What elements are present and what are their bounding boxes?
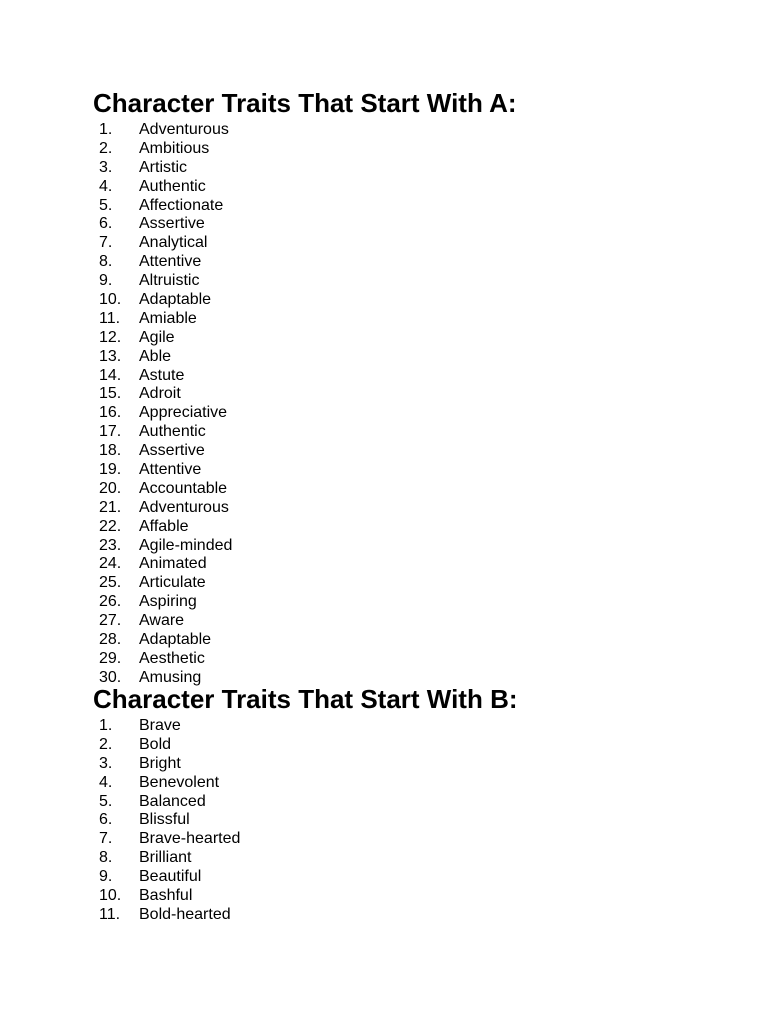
- item-number: 23.: [99, 536, 122, 554]
- section-a-heading: Character Traits That Start With A:: [93, 88, 517, 118]
- trait-label: Affable: [139, 517, 189, 535]
- trait-label: Adaptable: [139, 291, 212, 309]
- item-number: 3.: [99, 158, 113, 176]
- item-number: 10.: [99, 291, 122, 309]
- item-number: 21.: [99, 498, 122, 516]
- list-item: [93, 755, 518, 774]
- trait-label: Adventurous: [139, 498, 229, 516]
- item-number: 22.: [99, 517, 122, 535]
- list-item: [93, 215, 517, 234]
- list-item: [93, 537, 517, 556]
- item-number: 6.: [99, 811, 113, 829]
- section-b: [93, 682, 518, 925]
- item-number: 26.: [99, 593, 122, 611]
- item-number: 8.: [99, 849, 113, 867]
- list-item: [93, 121, 517, 140]
- item-number: 30.: [99, 668, 122, 686]
- item-number: 17.: [99, 423, 122, 441]
- trait-label: Ambitious: [139, 139, 210, 157]
- item-number: 1.: [99, 121, 113, 138]
- list-item: [93, 849, 518, 868]
- list-item: [93, 574, 517, 593]
- item-number: 7.: [99, 830, 113, 848]
- list-item: [93, 811, 518, 830]
- item-number: 15.: [99, 385, 122, 403]
- item-number: 11.: [99, 309, 121, 327]
- list-item: [93, 291, 517, 310]
- trait-label: Amiable: [139, 309, 197, 327]
- item-number: 28.: [99, 631, 122, 649]
- trait-label: Bold: [139, 735, 172, 753]
- item-number: 18.: [99, 442, 122, 460]
- trait-label: Able: [139, 347, 172, 365]
- list-item: [93, 717, 518, 736]
- trait-label: Analytical: [139, 234, 208, 252]
- item-number: 9.: [99, 868, 113, 886]
- item-number: 5.: [99, 196, 113, 214]
- list-item: [93, 593, 517, 612]
- trait-label: Assertive: [139, 215, 205, 233]
- list-item: [93, 253, 517, 272]
- list-item: [93, 329, 517, 348]
- item-number: 24.: [99, 555, 122, 573]
- item-number: 13.: [99, 347, 122, 365]
- section-a: [93, 86, 517, 688]
- trait-label: Amusing: [139, 668, 202, 686]
- trait-label: Accountable: [139, 479, 228, 497]
- list-item: [93, 348, 517, 367]
- item-number: 14.: [99, 366, 122, 384]
- item-number: 29.: [99, 649, 122, 667]
- list-item: [93, 518, 517, 537]
- item-number: 10.: [99, 887, 122, 905]
- list-item: [93, 830, 518, 849]
- trait-label: Brilliant: [139, 849, 192, 867]
- item-number: 12.: [99, 328, 122, 346]
- trait-label: Aspiring: [139, 593, 197, 611]
- list-item: [93, 906, 518, 925]
- list-item: [93, 887, 518, 906]
- item-number: 9.: [99, 272, 113, 290]
- trait-label: Authentic: [139, 423, 206, 441]
- list-item: [93, 461, 517, 480]
- section-a-list: [93, 121, 517, 688]
- item-number: 20.: [99, 479, 122, 497]
- item-number: 25.: [99, 574, 122, 592]
- trait-label: Articulate: [139, 574, 206, 592]
- list-item: [93, 140, 517, 159]
- list-item: [93, 442, 517, 461]
- list-item: [93, 178, 517, 197]
- list-item: [93, 650, 517, 669]
- trait-label: Animated: [139, 555, 207, 573]
- trait-label: Artistic: [139, 158, 187, 176]
- item-number: 2.: [99, 139, 113, 157]
- list-item: [93, 868, 518, 887]
- trait-label: Brave-hearted: [139, 830, 241, 848]
- trait-label: Authentic: [139, 177, 206, 195]
- list-item: [93, 774, 518, 793]
- list-item: [93, 555, 517, 574]
- item-number: 4.: [99, 773, 113, 791]
- list-item: [93, 272, 517, 291]
- item-number: 1.: [99, 717, 113, 734]
- list-item: [93, 423, 517, 442]
- trait-label: Agile: [139, 328, 175, 346]
- trait-label: Bright: [139, 754, 181, 772]
- list-item: [93, 793, 518, 812]
- list-item: [93, 234, 517, 253]
- trait-label: Benevolent: [139, 773, 220, 791]
- list-item: [93, 310, 517, 329]
- trait-label: Balanced: [139, 792, 206, 810]
- section-b-list: [93, 717, 518, 925]
- list-item: [93, 367, 517, 386]
- trait-label: Bold-hearted: [139, 905, 231, 923]
- item-number: 2.: [99, 735, 113, 753]
- item-number: 4.: [99, 177, 113, 195]
- trait-label: Adaptable: [139, 631, 212, 649]
- item-number: 8.: [99, 253, 113, 271]
- item-number: 16.: [99, 404, 122, 422]
- trait-label: Aesthetic: [139, 649, 205, 667]
- list-item: [93, 631, 517, 650]
- list-item: [93, 612, 517, 631]
- item-number: 19.: [99, 461, 122, 479]
- trait-label: Affectionate: [139, 196, 224, 214]
- item-number: 11.: [99, 905, 121, 923]
- trait-label: Bashful: [139, 887, 193, 905]
- trait-label: Altruistic: [139, 272, 200, 290]
- list-item: [93, 736, 518, 755]
- list-item: [93, 480, 517, 499]
- trait-label: Adventurous: [139, 121, 229, 138]
- trait-label: Adroit: [139, 385, 181, 403]
- list-item: [93, 404, 517, 423]
- trait-label: Attentive: [139, 461, 202, 479]
- trait-label: Astute: [139, 366, 185, 384]
- trait-label: Aware: [139, 612, 185, 630]
- trait-label: Brave: [139, 717, 181, 734]
- item-number: 7.: [99, 234, 113, 252]
- trait-label: Agile-minded: [139, 536, 233, 554]
- trait-label: Attentive: [139, 253, 202, 271]
- list-item: [93, 385, 517, 404]
- item-number: 6.: [99, 215, 113, 233]
- item-number: 5.: [99, 792, 113, 810]
- section-b-heading: Character Traits That Start With B:: [93, 684, 518, 714]
- list-item: [93, 499, 517, 518]
- trait-label: Beautiful: [139, 868, 202, 886]
- list-item: [93, 197, 517, 216]
- trait-label: Assertive: [139, 442, 205, 460]
- list-item: [93, 159, 517, 178]
- trait-label: Appreciative: [139, 404, 228, 422]
- item-number: 27.: [99, 612, 122, 630]
- item-number: 3.: [99, 754, 113, 772]
- trait-label: Blissful: [139, 811, 190, 829]
